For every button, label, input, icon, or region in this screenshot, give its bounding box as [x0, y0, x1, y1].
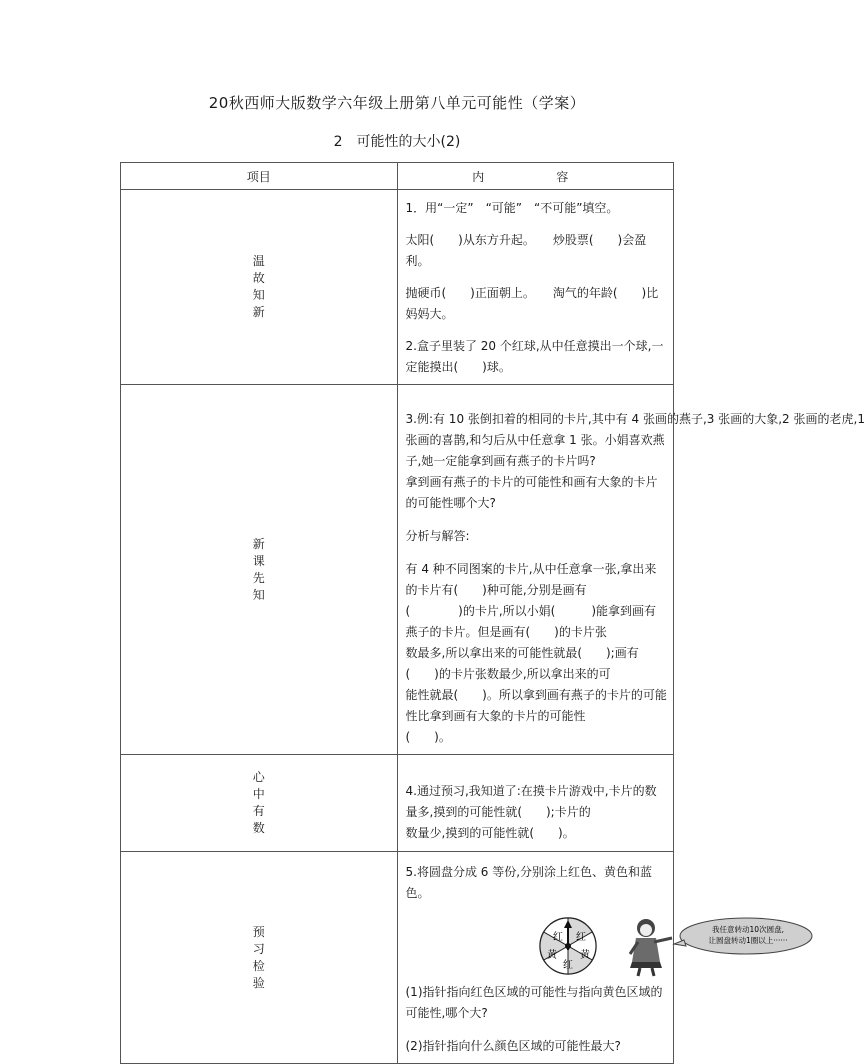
answer-line: 有 4 种不同图案的卡片,从中任意拿一张,拿出来的卡片有( )种可能,分别是画有 [405, 562, 657, 597]
section-label-review: 温 故 知 新 [121, 190, 398, 385]
summary-line: 数量少,摸到的可能性就( )。 [405, 826, 575, 840]
section-label-summary: 心 中 有 数 [121, 755, 398, 852]
section-label-preview: 新 课 先 知 [121, 385, 398, 755]
bubble-text: 我任意转动10次圆盘, [711, 925, 784, 934]
answer-line: 数最多,所以拿出来的可能性就最( );画有( )的卡片张数最少,所以拿出来的可 [405, 646, 639, 681]
section-content-review [397, 190, 674, 385]
table-header-row [121, 163, 674, 190]
section-content-preview [397, 385, 865, 755]
wheel-label: 红 [552, 932, 563, 943]
section-content-summary [397, 755, 674, 852]
sub-question-2: (2)指针指向什么颜色区域的可能性最大? [405, 1039, 621, 1053]
spinner-figure [536, 910, 826, 978]
section-summary-row [121, 755, 674, 852]
summary-line: 4.通过预习,我知道了:在摸卡片游戏中,卡片的数量多,摸到的可能性就( );卡片的 [405, 784, 657, 819]
question-1: 1．用“一定” “可能” “不可能”填空。 [405, 201, 619, 215]
spinner-illustration [406, 910, 788, 978]
girl-figure [630, 919, 672, 976]
bubble-text: 让圆盘转动1圈以上······ [707, 936, 788, 945]
lesson-subtitle: 2 可能性的大小(2) [333, 134, 461, 150]
spinner-wheel [540, 918, 596, 974]
example-line: 拿到画有燕子的卡片的可能性和画有大象的卡片的可能性哪个大? [405, 475, 658, 510]
lesson-table [120, 162, 865, 1064]
section-check-row [121, 852, 674, 1064]
fill-line: 抛硬币( )正面朝上。 淘气的年龄( )比妈妈大。 [405, 286, 659, 321]
example-line: 张画的喜鹊,和匀后从中任意拿 1 张。小娟喜欢燕子,她一定能拿到画有燕子的卡片吗? [405, 433, 665, 468]
section-preview-row [121, 385, 674, 755]
fill-line: 太阳( )从东方升起。 炒股票( )会盈利。 [405, 233, 647, 268]
header-content: 内 容 [397, 163, 674, 190]
analysis-heading: 分析与解答: [405, 529, 470, 543]
speech-bubble [674, 918, 812, 954]
example-line: 3.例:有 10 张倒扣着的相同的卡片,其中有 4 张画的燕子,3 张画的大象,2 张画的老虎,1 [405, 412, 865, 426]
answer-line: ( )的卡片,所以小娟( )能拿到画有燕子的卡片。但是画有( )的卡片张 [405, 604, 657, 639]
answer-line: ( )。 [405, 730, 451, 744]
answer-line: 能性就最( )。所以拿到画有燕子的卡片的可能性比拿到画有大象的卡片的可能性 [405, 688, 667, 723]
sub-question-1: (1)指针指向红色区域的可能性与指向黄色区域的可能性,哪个大? [405, 985, 663, 1020]
section-label-check: 预 习 检 验 [121, 852, 398, 1064]
wheel-label: 黄 [579, 950, 590, 961]
header-item: 项目 [121, 163, 398, 190]
section-content-check [397, 852, 788, 1064]
section-review-row [121, 190, 674, 385]
wheel-label: 红 [562, 960, 573, 971]
question-5: 5.将圆盘分成 6 等份,分别涂上红色、黄色和蓝色。 [405, 865, 653, 900]
wheel-label: 红 [575, 932, 586, 943]
page-title: 20秋西师大版数学六年级上册第八单元可能性（学案） [208, 94, 586, 112]
wheel-label: 黄 [546, 950, 557, 961]
question-2: 2.盒子里装了 20 个红球,从中任意摸出一个球,一定能摸出( )球。 [405, 339, 664, 374]
